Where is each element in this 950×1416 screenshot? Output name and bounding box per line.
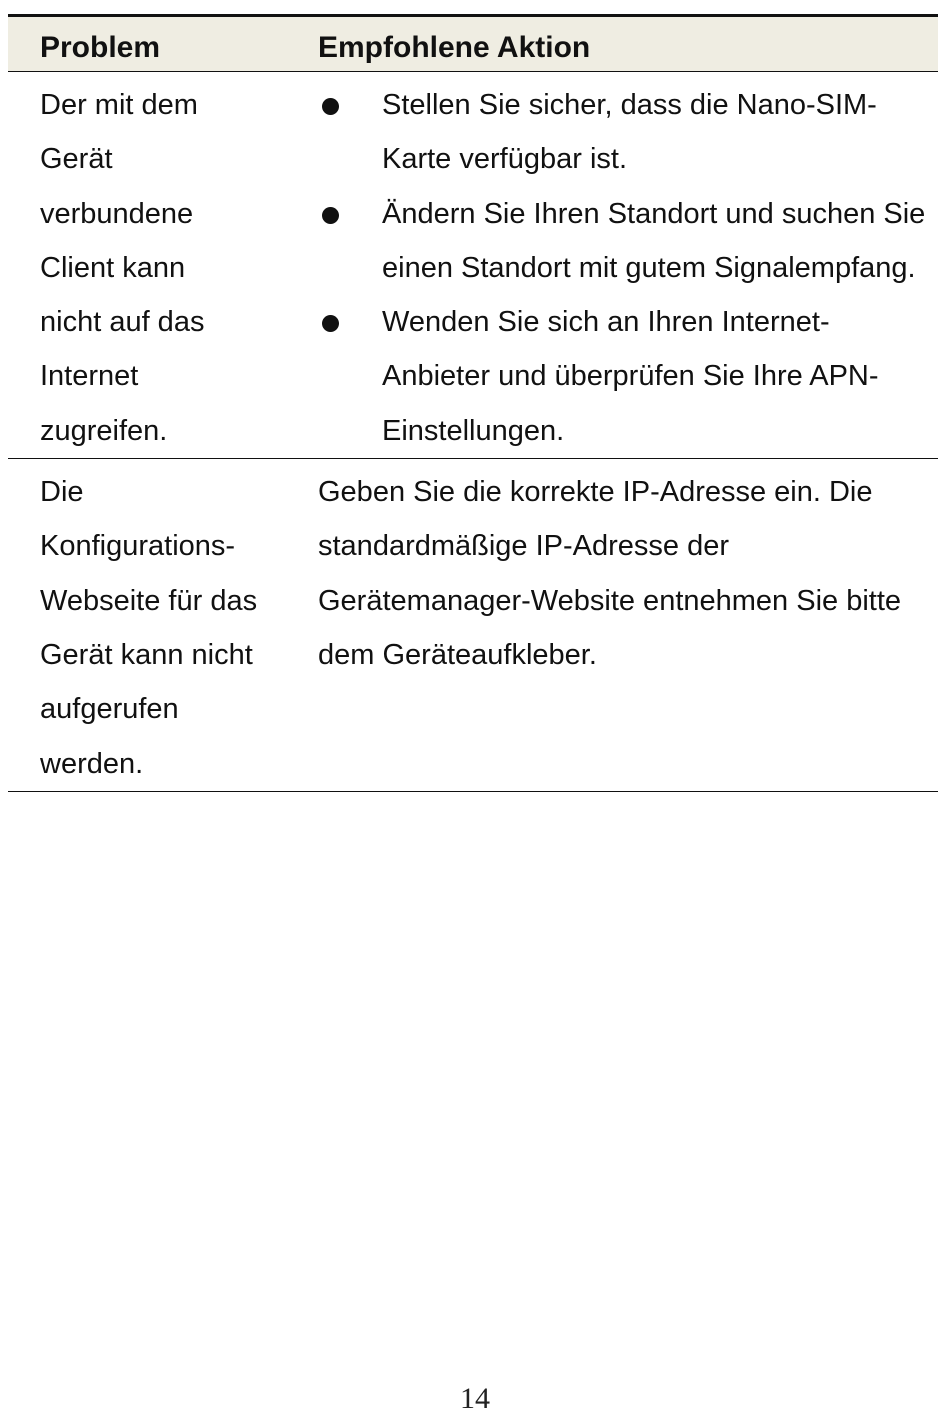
header-problem: Problem [8, 16, 286, 72]
troubleshooting-table-container [8, 14, 938, 792]
bullet-icon [322, 315, 339, 332]
problem-cell [8, 459, 286, 792]
list-item [318, 295, 928, 458]
list-item [318, 187, 928, 296]
action-cell [286, 459, 938, 792]
action-text: Stellen Sie sicher, dass die Nano-SIM-Karte verfügbar ist. [382, 89, 877, 176]
bullet-icon [322, 98, 339, 115]
action-text: Ändern Sie Ihren Standort und suchen Sie einen Standort mit gutem Signalempfang. [382, 197, 926, 284]
table-row [8, 72, 938, 459]
table-header-row [8, 16, 938, 72]
action-cell [286, 72, 938, 459]
header-recommended-action: Empfohlene Aktion [286, 16, 938, 72]
problem-cell [8, 72, 286, 459]
list-item [318, 78, 928, 187]
action-text: Geben Sie die korrekte IP-Adresse ein. Die standardmäßige IP-Adresse der Gerätemanager-Website entnehmen Sie bitte dem Geräteaufkleber. [318, 476, 902, 671]
problem-text: Die Konfigurations-Webseite für das Gerät kann nicht aufgerufen werden. [40, 476, 258, 780]
bullet-icon [322, 207, 339, 224]
action-text: Wenden Sie sich an Ihren Internet-Anbieter und überprüfen Sie Ihre APN-Einstellungen. [382, 306, 879, 447]
page-number: 14 [460, 1382, 490, 1415]
action-list [318, 78, 928, 458]
troubleshooting-table [8, 14, 938, 792]
table-row [8, 459, 938, 792]
problem-text: Der mit dem Gerät verbundene Client kann nicht auf das Internet zugreifen. [40, 89, 205, 447]
